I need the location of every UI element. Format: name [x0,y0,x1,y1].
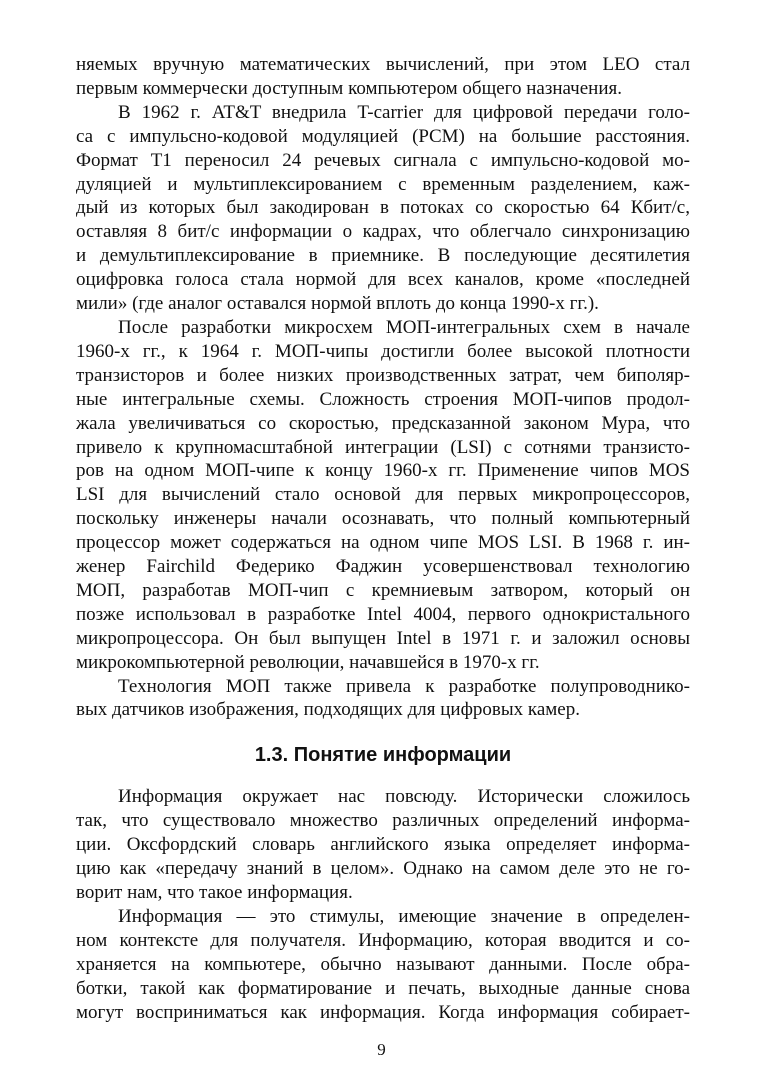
paragraph-5 [76,785,690,905]
text-line: женер Fairchild Федерико Фаджин усовершенствовал технологию [76,556,690,578]
text-line: процессор может содержаться на одном чипе MOS LSI. В 1968 г. ин- [76,532,690,554]
page-body [76,53,690,1024]
text-line: первым коммерчески доступным компьютером общего назначения. [76,77,622,99]
text-line: могут восприниматься как информация. Когда информация собирает- [76,1001,690,1023]
text-line: Информация — это стимулы, имеющие значение в определен- [118,905,690,927]
text-line: Информация окружает нас повсюду. Исторически сложилось [118,786,690,808]
paragraph-2 [76,101,690,316]
text-line: позже использовал в разработке Intel 4004, первого однокристального [76,603,690,625]
text-line: няемых вручную математических вычислений, при этом LEO стал [76,54,690,75]
text-line: ции. Оксфордский словарь английского языка определяет информа- [76,834,690,856]
text-line: МОП, разработав МОП-чип с кремниевым затвором, который он [76,579,690,601]
text-line: и демультиплексирование в приемнике. В последующие десятилетия [76,245,690,267]
text-line: Технология МОП также привела к разработке полупроводнико- [118,675,690,697]
text-line: микропроцессора. Он был выпущен Intel в 1971 г. и заложил основы [76,627,690,649]
text-line: микрокомпьютерной революции, начавшейся в 1970-х гг. [76,651,540,673]
page-number: 9 [377,1040,386,1059]
text-line: транзисторов и более низких производственных затрат, чем биполяр- [76,364,690,386]
text-line: дый из которых был закодирован в потоках со скоростью 64 Кбит/с, [76,197,690,219]
text-line: После разработки микросхем МОП-интегральных схем в начале [118,316,690,338]
paragraph-1 [76,53,690,101]
text-line: оцифровка голоса стала нормой для всех каналов, кроме «последней [76,269,690,291]
text-line: В 1962 г. AT&T внедрила T-carrier для цифровой передачи голо- [118,101,690,123]
text-line: так, что существовало множество различных определений информа- [76,810,690,832]
text-line: оставляя 8 бит/с информации о кадрах, что облегчало синхронизацию [76,221,690,243]
paragraph-6 [76,905,690,1025]
text-line: са с импульсно-кодовой модуляцией (PCM) на большие расстояния. [76,125,690,147]
text-line: LSI для вычислений стало основой для первых микропроцессоров, [76,484,690,506]
paragraph-4 [76,675,690,723]
text-line: Формат T1 переносил 24 речевых сигнала с импульсно-кодовой мо- [76,149,690,171]
text-line: ном контексте для получателя. Информацию, которая вводится и со- [76,929,690,951]
text-line: привело к крупномасштабной интеграции (LSI) с сотнями транзисто- [76,436,690,458]
paragraph-3 [76,316,690,675]
text-line: ные интегральные схемы. Сложность строения МОП-чипов продол- [76,388,690,410]
text-line: мили» (где аналог оставался нормой вплоть до конца 1990-х гг.). [76,293,599,315]
text-line: поскольку инженеры начали осознавать, что полный компьютерный [76,508,690,530]
text-line: ров на одном МОП-чипе к концу 1960-х гг. Применение чипов MOS [76,460,690,482]
text-line: 1960-х гг., к 1964 г. МОП-чипы достигли более высокой плотности [76,340,690,362]
text-line: ворит нам, что такое информация. [76,882,353,903]
text-line: ботки, такой как форматирование и печать, выходные данные снова [76,977,690,999]
text-line: дуляцией и мультиплексированием с временным разделением, каж- [76,173,690,195]
text-line: цию как «передачу знаний в целом». Однако на самом деле это не го- [76,858,690,880]
section-title: 1.3. Понятие информации [254,744,512,767]
text-line: вых датчиков изображения, подходящих для цифровых камер. [76,699,580,721]
text-line: жала увеличиваться со скоростью, предсказанной законом Мура, что [76,412,690,434]
text-line: храняется на компьютере, обычно называют данными. После обра- [76,953,690,975]
